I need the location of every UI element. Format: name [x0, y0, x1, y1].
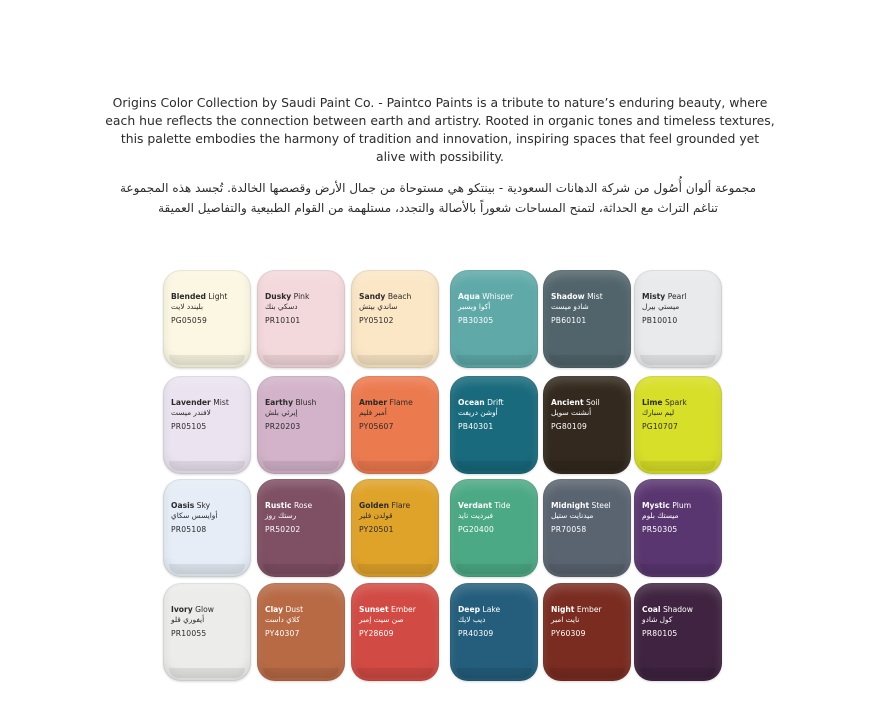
swatch-name-light: Sky [196, 501, 211, 510]
swatch-name-light: Light [208, 292, 228, 301]
swatch-name-bold: Ocean [458, 398, 485, 407]
swatch-name-bold: Clay [265, 605, 284, 614]
swatch-midnight-steel[interactable] [543, 479, 631, 577]
swatch-label [551, 398, 627, 432]
swatch-verdant-tide[interactable] [450, 479, 538, 577]
swatch-misty-pearl[interactable] [634, 270, 722, 368]
swatch-label [265, 398, 341, 432]
swatch-code: PR50202 [265, 525, 301, 534]
swatch-name-arabic: كلاي داست [265, 615, 300, 624]
swatch-label [551, 501, 627, 535]
swatch-blended-light[interactable] [163, 270, 251, 368]
swatch-label [171, 501, 247, 535]
swatch-code: PG20400 [458, 525, 495, 534]
swatch-code: PR05108 [171, 525, 207, 534]
swatch-lime-spark[interactable] [634, 376, 722, 474]
swatch-name-light: Steel [591, 501, 611, 510]
swatch-code: PY05102 [359, 316, 394, 325]
swatch-code: PR40309 [458, 629, 494, 638]
swatch-name-arabic: أيفوري قلو [171, 615, 205, 624]
swatch-name-bold: Sandy [359, 292, 386, 301]
swatch-rustic-rose[interactable] [257, 479, 345, 577]
swatch-name-light: Rose [293, 501, 313, 510]
swatch-deep-lake[interactable] [450, 583, 538, 681]
swatch-name-light: Tide [494, 501, 511, 510]
swatch-code: PR20203 [265, 422, 301, 431]
swatch-name-bold: Coal [642, 605, 661, 614]
swatch-label [551, 292, 627, 326]
swatch-name-arabic: لافندر ميست [171, 408, 211, 417]
swatch-code: PB10010 [642, 316, 678, 325]
swatch-grid [163, 270, 723, 680]
swatch-name-arabic: رستك روز [265, 511, 297, 520]
swatch-code: PY40307 [265, 629, 300, 638]
swatch-code: PR10055 [171, 629, 207, 638]
swatch-label [265, 501, 341, 535]
swatch-name-arabic: أنشنت سويل [551, 408, 592, 417]
swatch-name-light: Mist [213, 398, 229, 407]
swatch-amber-flame[interactable] [351, 376, 439, 474]
swatch-name-bold: Earthy [265, 398, 294, 407]
swatch-name-arabic: كول شادو [642, 615, 673, 624]
swatch-name-light: Dust [285, 605, 304, 614]
swatch-ocean-drift[interactable] [450, 376, 538, 474]
swatch-sandy-beach[interactable] [351, 270, 439, 368]
swatch-name-arabic: بليندد لايت [171, 302, 204, 311]
swatch-code: PY28609 [359, 629, 394, 638]
swatch-code: PY20501 [359, 525, 394, 534]
swatch-name-bold: Oasis [171, 501, 195, 510]
swatch-name-light: Pink [293, 292, 310, 301]
swatch-code: PR80105 [642, 629, 678, 638]
swatch-name-bold: Rustic [265, 501, 292, 510]
swatch-name-arabic: قولدن فلير [359, 511, 393, 520]
swatch-label [642, 398, 718, 432]
swatch-label [642, 605, 718, 639]
swatch-code: PR10101 [265, 316, 301, 325]
swatch-label [171, 398, 247, 432]
swatch-name-light: Ember [391, 605, 416, 614]
swatch-label [171, 292, 247, 326]
swatch-name-bold: Mystic [642, 501, 670, 510]
swatch-code: PB60101 [551, 316, 587, 325]
swatch-code: PG10707 [642, 422, 679, 431]
swatch-name-light: Shadow [662, 605, 693, 614]
swatch-name-bold: Golden [359, 501, 390, 510]
swatch-name-arabic: ديب لايك [458, 615, 486, 624]
swatch-name-light: Pearl [667, 292, 687, 301]
swatch-name-bold: Shadow [551, 292, 585, 301]
swatch-code: PB30305 [458, 316, 494, 325]
swatch-name-light: Lake [482, 605, 501, 614]
swatch-sunset-ember[interactable] [351, 583, 439, 681]
swatch-ancient-soil[interactable] [543, 376, 631, 474]
swatch-label [359, 398, 435, 432]
swatch-label [265, 605, 341, 639]
swatch-label [458, 292, 534, 326]
swatch-name-light: Plum [672, 501, 692, 510]
swatch-name-arabic: شادو ميست [551, 302, 589, 311]
swatch-golden-flare[interactable] [351, 479, 439, 577]
swatch-name-light: Spark [664, 398, 687, 407]
swatch-name-bold: Ancient [551, 398, 584, 407]
swatch-name-bold: Misty [642, 292, 666, 301]
swatch-name-light: Blush [295, 398, 317, 407]
swatch-label [458, 398, 534, 432]
swatch-name-arabic: إيرثي بلش [265, 408, 298, 417]
swatch-name-bold: Amber [359, 398, 388, 407]
swatch-name-arabic: أوايسس سكاي [171, 511, 218, 520]
swatch-label [359, 292, 435, 326]
swatch-name-arabic: ليم سبارك [642, 408, 675, 417]
swatch-name-arabic: نايت امبر [551, 615, 580, 624]
swatch-name-bold: Ivory [171, 605, 193, 614]
swatch-ivory-glow[interactable] [163, 583, 251, 681]
swatch-clay-dust[interactable] [257, 583, 345, 681]
swatch-name-arabic: ميستك بلوم [642, 511, 679, 520]
swatch-name-light: Ember [576, 605, 602, 614]
swatch-label [458, 501, 534, 535]
swatch-code: PY60309 [551, 629, 586, 638]
swatch-label [171, 605, 247, 639]
swatch-name-arabic: فيرديت تايد [458, 511, 494, 520]
swatch-code: PB40301 [458, 422, 494, 431]
swatch-name-bold: Blended [171, 292, 206, 301]
swatch-name-bold: Sunset [359, 605, 389, 614]
swatch-name-arabic: أمبر فليم [359, 408, 387, 417]
swatch-label [551, 605, 627, 639]
swatch-code: PR50305 [642, 525, 678, 534]
swatch-name-light: Glow [195, 605, 214, 614]
swatch-label [458, 605, 534, 639]
swatch-name-bold: Deep [458, 605, 481, 614]
swatch-aqua-whisper[interactable] [450, 270, 538, 368]
swatch-coal-shadow[interactable] [634, 583, 722, 681]
swatch-night-ember[interactable] [543, 583, 631, 681]
swatch-name-bold: Aqua [458, 292, 480, 301]
swatch-name-arabic: دسكي بنك [265, 302, 298, 311]
intro-arabic: مجموعة ألوان أُصُول من شركة الدهانات السعودية - بينتكو هي مستوحاة من جمال الأرض وقصصها الخالدة. تُجسد هذه المجموعة تناغم التراث مع الحداثة، لتمنح المساحات شعوراً بالأصالة والتجدد، مستلهمة من القوام الطبيعية والتفاصيل العميقة [120, 181, 756, 215]
swatch-name-bold: Midnight [551, 501, 590, 510]
swatch-mystic-plum[interactable] [634, 479, 722, 577]
swatch-name-light: Mist [587, 292, 603, 301]
swatch-label [265, 292, 341, 326]
swatch-code: PG80109 [551, 422, 588, 431]
swatch-code: PR70058 [551, 525, 587, 534]
swatch-name-bold: Lavender [171, 398, 211, 407]
swatch-name-arabic: ميستي بيرل [642, 302, 680, 311]
swatch-name-arabic: ساندي بيتش [359, 302, 398, 311]
swatch-dusky-pink[interactable] [257, 270, 345, 368]
swatch-name-light: Drift [487, 398, 504, 407]
swatch-name-light: Flame [389, 398, 413, 407]
swatch-name-light: Whisper [482, 292, 514, 301]
swatch-label [642, 292, 718, 326]
swatch-lavender-mist[interactable] [163, 376, 251, 474]
swatch-name-light: Flare [391, 501, 411, 510]
swatch-name-arabic: أكوا ويسبر [458, 302, 491, 311]
swatch-earthy-blush[interactable] [257, 376, 345, 474]
swatch-name-bold: Night [551, 605, 575, 614]
swatch-name-bold: Verdant [458, 501, 492, 510]
swatch-name-light: Beach [387, 292, 412, 301]
swatch-name-arabic: ميدنايت ستيل [551, 511, 594, 520]
swatch-code: PY05607 [359, 422, 394, 431]
swatch-label [642, 501, 718, 535]
swatch-code: PG05059 [171, 316, 208, 325]
swatch-shadow-mist[interactable] [543, 270, 631, 368]
swatch-name-arabic: صن سيت إمبر [359, 615, 404, 624]
swatch-name-light: Soil [586, 398, 600, 407]
swatch-name-bold: Lime [642, 398, 663, 407]
swatch-label [359, 501, 435, 535]
swatch-oasis-sky[interactable] [163, 479, 251, 577]
swatch-label [359, 605, 435, 639]
intro-english: Origins Color Collection by Saudi Paint Co. - Paintco Paints is a tribute to nature’s enduring beauty, where each hue reflects the connection between earth and artistry. Rooted in organic tones and timeless textures, this palette embodies the harmony of tradition and innovation, inspiring spaces that feel grounded yet alive with possibility. [105, 95, 775, 165]
swatch-name-bold: Dusky [265, 292, 292, 301]
swatch-code: PR05105 [171, 422, 207, 431]
swatch-name-arabic: أوشن دريفت [458, 408, 498, 417]
